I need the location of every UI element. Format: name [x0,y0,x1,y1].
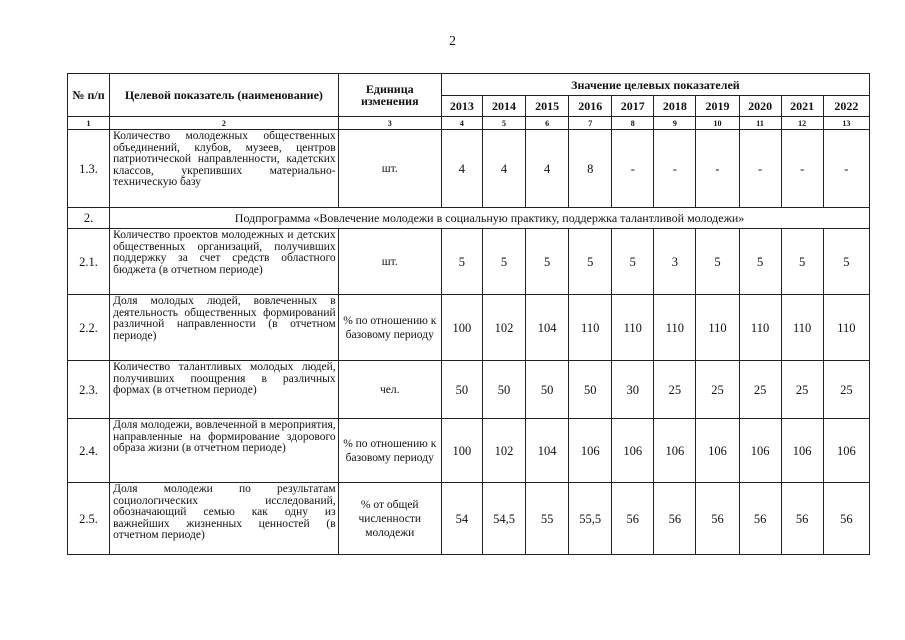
indicator-value: 102 [482,419,525,483]
header-name: Целевой показатель (наименование) [110,74,339,117]
column-number: 8 [612,117,654,130]
year-header: 2015 [526,96,569,117]
indicator-value: 4 [482,130,525,208]
column-number: 7 [569,117,612,130]
indicator-name: Доля молодежи, вовлеченной в мероприятия, направленные на формирование здорового образа жизни (в отчетном периоде) [110,419,339,483]
indicator-name: Количество проектов молодежных и детских общественных организаций, получивших поддержку за счет средств областного бюджета (в отчетном периоде) [110,229,339,295]
row-number: 2.1. [68,229,110,295]
table-row [68,361,870,419]
header-unit: Единица изменения [338,74,441,117]
indicator-value: 110 [781,295,823,361]
indicator-value: - [696,130,739,208]
indicator-value: - [823,130,869,208]
row-number: 2.2. [68,295,110,361]
header-row [68,74,870,96]
indicator-value: 56 [739,483,781,555]
indicator-value: 4 [441,130,482,208]
year-header: 2018 [654,96,696,117]
indicator-value: 55,5 [569,483,612,555]
indicator-value: 5 [823,229,869,295]
indicator-value: 54,5 [482,483,525,555]
column-numbers-row [68,117,870,130]
indicator-value: 110 [739,295,781,361]
indicator-value: 25 [781,361,823,419]
indicator-value: 106 [696,419,739,483]
indicator-name: Доля молодых людей, вовлеченных в деятельность общественных формирований различной направленности (в отчетном периоде) [110,295,339,361]
indicator-value: 56 [823,483,869,555]
indicator-value: 5 [612,229,654,295]
table-row [68,483,870,555]
year-header: 2013 [441,96,482,117]
indicator-value: 54 [441,483,482,555]
indicator-value: 106 [823,419,869,483]
indicator-value: - [612,130,654,208]
indicator-value: 25 [654,361,696,419]
column-number: 1 [68,117,110,130]
indicator-value: 110 [569,295,612,361]
indicator-unit: шт. [338,130,441,208]
target-indicators-table [67,73,870,555]
indicator-value: 55 [526,483,569,555]
indicator-value: 100 [441,419,482,483]
table-row [68,130,870,208]
indicator-value: 50 [569,361,612,419]
indicator-value: 106 [781,419,823,483]
indicator-value: 5 [696,229,739,295]
section-title: Подпрограмма «Вовлечение молодежи в социальную практику, поддержка талантливой молодежи» [110,208,870,229]
column-number: 4 [441,117,482,130]
indicator-unit: чел. [338,361,441,419]
year-header: 2022 [823,96,869,117]
year-header: 2016 [569,96,612,117]
indicator-value: 56 [781,483,823,555]
indicator-value: 5 [739,229,781,295]
indicator-value: 106 [612,419,654,483]
indicator-value: 56 [654,483,696,555]
year-header: 2017 [612,96,654,117]
indicator-value: 50 [441,361,482,419]
indicator-value: 110 [696,295,739,361]
indicator-value: 56 [696,483,739,555]
indicator-value: 104 [526,419,569,483]
indicator-value: 30 [612,361,654,419]
page-number: 2 [449,34,456,49]
indicator-value: 5 [781,229,823,295]
indicator-unit: % по отношению к базовому периоду [338,295,441,361]
header-num: № п/п [68,74,110,117]
indicator-value: 110 [612,295,654,361]
indicator-value: - [781,130,823,208]
indicator-value: 100 [441,295,482,361]
indicator-value: - [739,130,781,208]
indicator-unit: % по отношению к базовому периоду [338,419,441,483]
indicator-value: 50 [526,361,569,419]
indicator-value: 25 [739,361,781,419]
year-header: 2014 [482,96,525,117]
table-row [68,229,870,295]
column-number: 12 [781,117,823,130]
indicator-value: 106 [739,419,781,483]
indicator-value: 110 [654,295,696,361]
column-number: 10 [696,117,739,130]
column-number: 6 [526,117,569,130]
indicator-value: 3 [654,229,696,295]
indicator-value: 50 [482,361,525,419]
indicator-value: 5 [441,229,482,295]
indicator-value: 5 [526,229,569,295]
indicator-name: Количество молодежных общественных объединений, клубов, музеев, центров патриотической направленности, кадетских классов, укрепивших материально-техническую базу [110,130,339,208]
table-body [68,74,870,555]
indicator-name: Количество талантливых молодых людей, получивших поощрения в различных формах (в отчетном периоде) [110,361,339,419]
row-number: 2.3. [68,361,110,419]
indicator-value: 5 [482,229,525,295]
column-number: 3 [338,117,441,130]
indicator-value: 102 [482,295,525,361]
column-number: 13 [823,117,869,130]
table-row [68,295,870,361]
indicator-value: 25 [823,361,869,419]
column-number: 9 [654,117,696,130]
header-values: Значение целевых показателей [441,74,869,96]
indicator-value: 25 [696,361,739,419]
year-header: 2021 [781,96,823,117]
indicator-value: 106 [569,419,612,483]
indicator-value: 4 [526,130,569,208]
indicator-unit: шт. [338,229,441,295]
indicator-unit: % от общей численности молодежи [338,483,441,555]
indicator-name: Доля молодежи по результатам социологических исследований, обозначающий семью как одну из важнейших жизненных ценностей (в отчетном периоде) [110,483,339,555]
indicator-value: 110 [823,295,869,361]
indicator-value: 106 [654,419,696,483]
row-number: 2. [68,208,110,229]
year-header: 2020 [739,96,781,117]
row-number: 2.5. [68,483,110,555]
row-number: 2.4. [68,419,110,483]
column-number: 2 [110,117,339,130]
indicator-value: 56 [612,483,654,555]
table-row [68,419,870,483]
indicator-value: 104 [526,295,569,361]
column-number: 5 [482,117,525,130]
indicator-value: 5 [569,229,612,295]
indicator-value: - [654,130,696,208]
year-header: 2019 [696,96,739,117]
row-number: 1.3. [68,130,110,208]
column-number: 11 [739,117,781,130]
indicator-value: 8 [569,130,612,208]
section-row [68,208,870,229]
